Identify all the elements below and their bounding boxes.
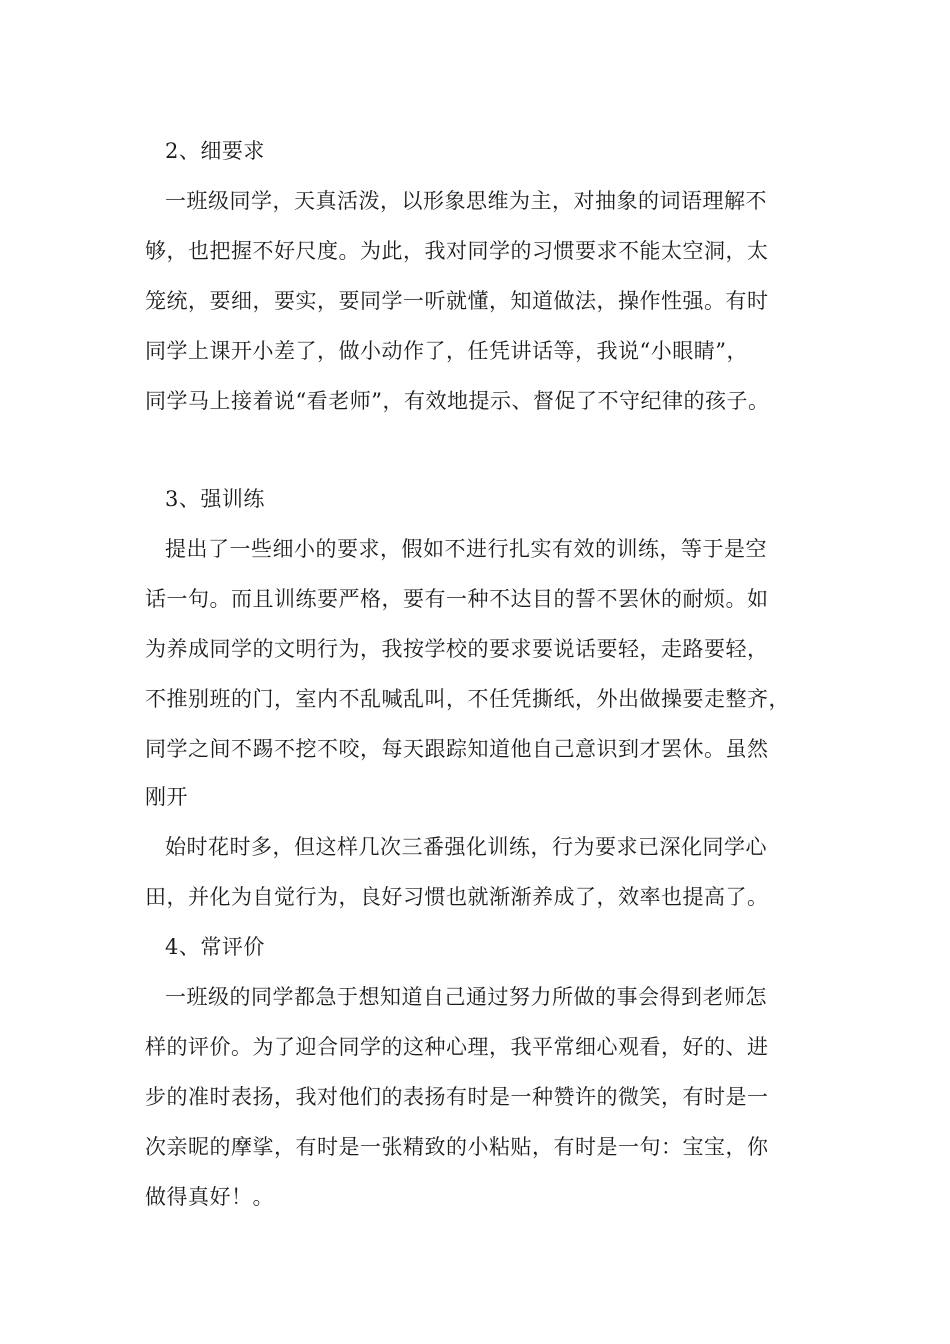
paragraph-line: 够，也把握不好尺度。为此，我对同学的习惯要求不能太空洞，太 <box>145 239 769 263</box>
paragraph-line: 一班级的同学都急于想知道自己通过努力所做的事会得到老师怎 <box>165 985 767 1009</box>
paragraph-line: 始时花时多，但这样几次三番强化训练，行为要求已深化同学心 <box>165 835 767 859</box>
paragraph-line: 刚开 <box>145 785 188 809</box>
paragraph-line: 做得真好！。 <box>145 1185 274 1209</box>
paragraph-line: 同学上课开小差了，做小动作了，任凭讲话等，我说“小眼睛”， <box>145 339 748 363</box>
paragraph-line: 笼统，要细，要实，要同学一听就懂，知道做法，操作性强。有时 <box>145 289 769 313</box>
paragraph-line: 次亲昵的摩挲，有时是一张精致的小粘贴，有时是一句：宝宝，你 <box>145 1135 769 1159</box>
paragraph-line: 为养成同学的文明行为，我按学校的要求要说话要轻，走路要轻， <box>145 637 769 661</box>
paragraph-line: 田，并化为自觉行为，良好习惯也就渐渐养成了，效率也提高了。 <box>145 885 769 909</box>
paragraph-line: 样的评价。为了迎合同学的这种心理，我平常细心观看，好的、进 <box>145 1035 769 1059</box>
paragraph-line: 提出了一些细小的要求，假如不进行扎实有效的训练，等于是空 <box>165 537 767 561</box>
paragraph-line: 不推别班的门，室内不乱喊乱叫，不任凭撕纸，外出做操要走整齐， <box>145 687 790 711</box>
section-heading: 3、强训练 <box>165 487 265 511</box>
section-heading: 2、细要求 <box>165 139 265 163</box>
paragraph-line: 步的准时表扬，我对他们的表扬有时是一种赞许的微笑，有时是一 <box>145 1085 769 1109</box>
section-heading: 4、常评价 <box>165 935 265 959</box>
paragraph-line: 同学之间不踢不挖不咬，每天跟踪知道他自己意识到才罢休。虽然 <box>145 737 769 761</box>
paragraph-line: 话一句。而且训练要严格，要有一种不达目的誓不罢休的耐烦。如 <box>145 587 769 611</box>
paragraph-line: 一班级同学，天真活泼，以形象思维为主，对抽象的词语理解不 <box>165 189 767 213</box>
paragraph-line: 同学马上接着说“看老师”，有效地提示、督促了不守纪律的孩子。 <box>145 389 770 413</box>
